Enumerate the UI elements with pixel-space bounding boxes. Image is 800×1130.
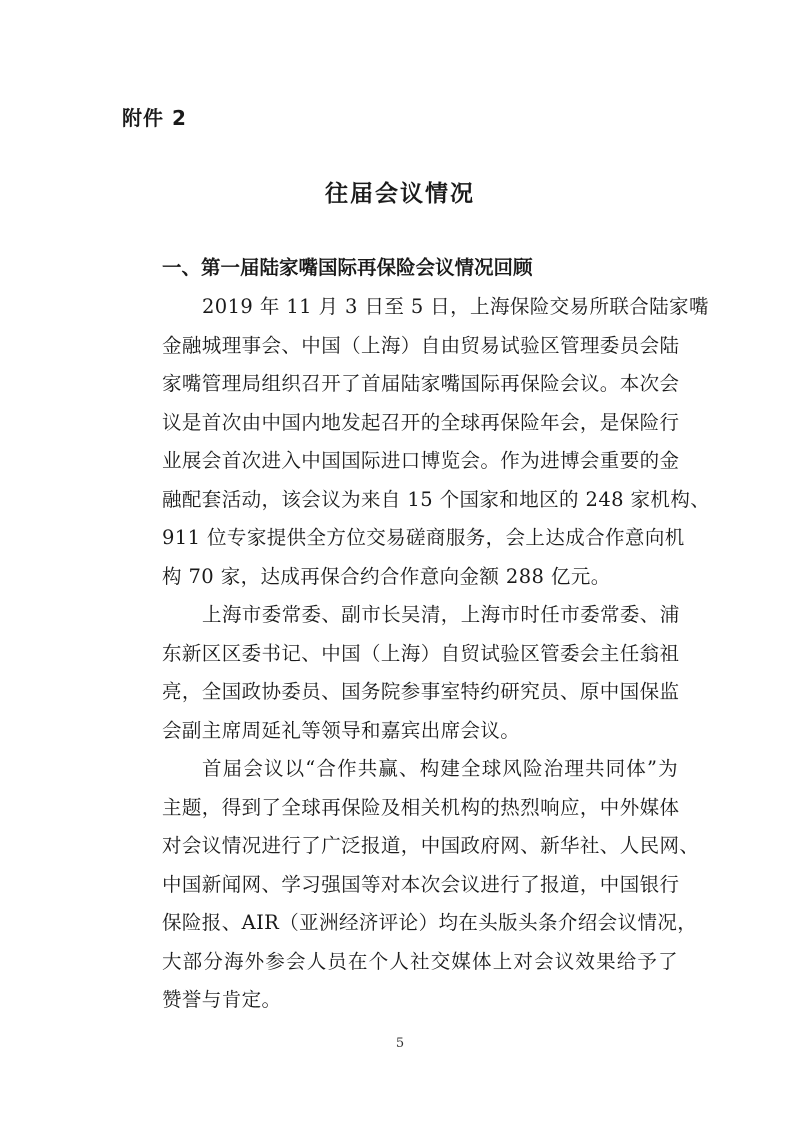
section-heading: 一、第一届陆家嘴国际再保险会议情况回顾 <box>162 256 533 279</box>
paragraph-line: 首届会议以“合作共赢、构建全球风险治理共同体”为 <box>202 757 678 780</box>
paragraph-line: 融配套活动，该会议为来自 15 个国家和地区的 248 家机构、 <box>162 487 711 511</box>
paragraph-line: 大部分海外参会人员在个人社交媒体上对会议效果给予了 <box>162 949 678 973</box>
paragraph-2 <box>122 596 678 750</box>
paragraph-line: 保险报、AIR（亚洲经济评论）均在头版头条介绍会议情况， <box>162 911 698 934</box>
paragraph-line: 金融城理事会、中国（上海）自由贸易试验区管理委员会陆 <box>162 333 680 357</box>
paragraph-line: 911 位专家提供全方位交易磋商服务，会上达成合作意向机 <box>162 526 685 549</box>
paragraph-line: 会副主席周延礼等领导和嘉宾出席会议。 <box>162 718 521 742</box>
paragraph-line: 对会议情况进行了广泛报道，中国政府网、新华社、人民网、 <box>162 834 700 857</box>
page-number: 5 <box>395 1036 405 1051</box>
paragraph-line: 赞誉与肯定。 <box>162 988 282 1011</box>
paragraph-line: 构 70 家，达成再保合约合作意向金额 288 亿元。 <box>162 564 611 588</box>
paragraph-line: 议是首次由中国内地发起召开的全球再保险年会，是保险行 <box>162 410 680 434</box>
document-body <box>122 248 711 1020</box>
paragraph-1 <box>122 288 711 596</box>
paragraph-line: 主题，得到了全球再保险及相关机构的热烈响应，中外媒体 <box>162 795 680 819</box>
paragraph-line: 东新区区委书记、中国（上海）自贸试验区管委会主任翁祖 <box>162 641 680 665</box>
paragraph-line: 2019 年 11 月 3 日至 5 日，上海保险交易所联合陆家嘴 <box>202 295 709 318</box>
paragraph-line: 中国新闻网、学习强国等对本次会议进行了报道，中国银行 <box>162 872 680 896</box>
paragraph-line: 上海市委常委、副市长吴清，上海市时任市委常委、浦 <box>202 603 680 626</box>
paragraph-line: 家嘴管理局组织召开了首届陆家嘴国际再保险会议。本次会 <box>162 372 680 395</box>
paragraph-line: 业展会首次进入中国国际进口博览会。作为进博会重要的金 <box>162 449 680 472</box>
paragraph-3 <box>122 750 700 1020</box>
paragraph-line: 亮，全国政协委员、国务院参事室特约研究员、原中国保监 <box>162 680 680 703</box>
document-title: 往届会议情况 <box>325 181 475 207</box>
attachment-label: 附件 2 <box>122 106 187 130</box>
